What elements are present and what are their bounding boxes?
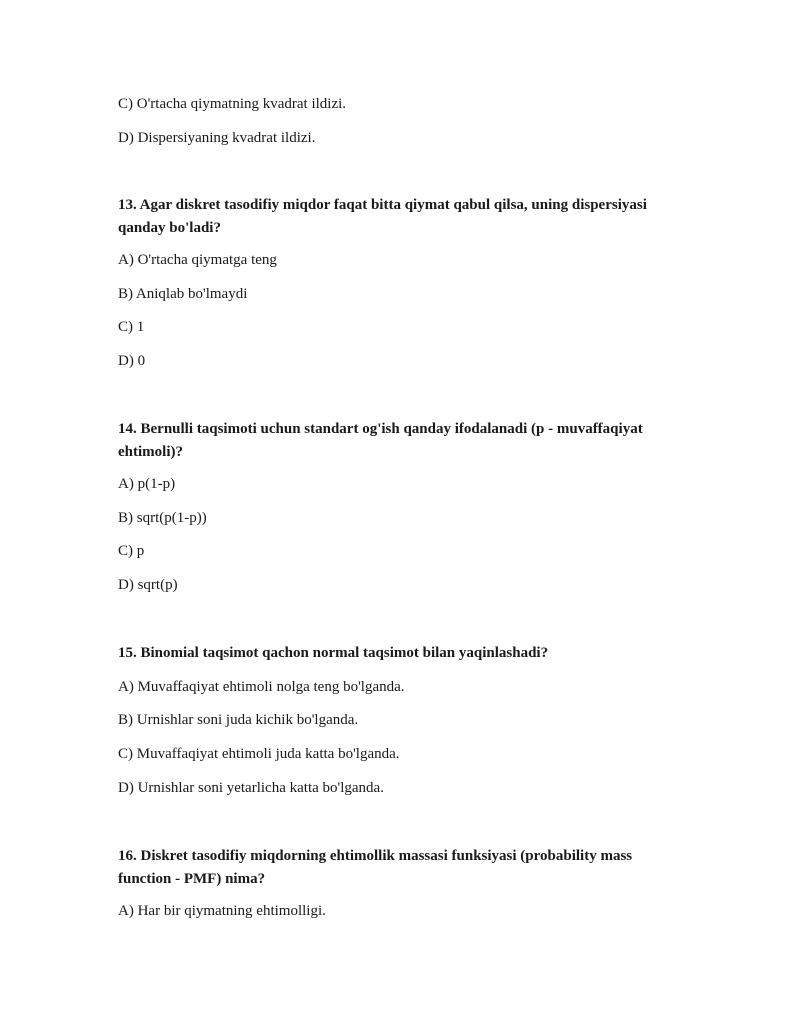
question-13-option-c: C) 1 [118, 319, 145, 335]
question-15: 15. Binomial taqsimot qachon normal taqsimot bilan yaqinlashadi? [118, 645, 549, 661]
question-15-option-b: B) Urnishlar soni juda kichik bo'lganda. [118, 712, 359, 728]
question-14-option-c: C) p [118, 543, 145, 559]
question-14: 14. Bernulli taqsimoti uchun standart og'ish qanday ifodalanadi (p - muvaffaqiyat ehtimoli)? [118, 421, 643, 460]
question-13-option-d: D) 0 [118, 353, 146, 369]
question-13-option-a: A) O'rtacha qiymatga teng [118, 252, 277, 268]
question-16-option-a: A) Har bir qiymatning ehtimolligi. [118, 903, 326, 919]
question-15-option-c: C) Muvaffaqiyat ehtimoli juda katta bo'lganda. [118, 746, 400, 762]
question-16: 16. Diskret tasodifiy miqdorning ehtimollik massasi funksiyasi (probability mass function - PMF) nima? [118, 848, 633, 887]
question-15-option-a: A) Muvaffaqiyat ehtimoli nolga teng bo'lganda. [118, 679, 405, 695]
question-15-option-d: D) Urnishlar soni yetarlicha katta bo'lganda. [118, 780, 384, 796]
question-14-option-b: B) sqrt(p(1-p)) [118, 510, 207, 526]
question-13: 13. Agar diskret tasodifiy miqdor faqat bitta qiymat qabul qilsa, uning dispersiyasi qanday bo'ladi? [118, 197, 647, 236]
question-13-option-b: B) Aniqlab bo'lmaydi [118, 286, 248, 302]
question-14-option-d: D) sqrt(p) [118, 577, 178, 593]
option-c-prev: C) O'rtacha qiymatning kvadrat ildizi. [118, 96, 347, 112]
option-d-prev: D) Dispersiyaning kvadrat ildizi. [118, 130, 316, 146]
question-14-option-a: A) p(1-p) [118, 476, 176, 492]
